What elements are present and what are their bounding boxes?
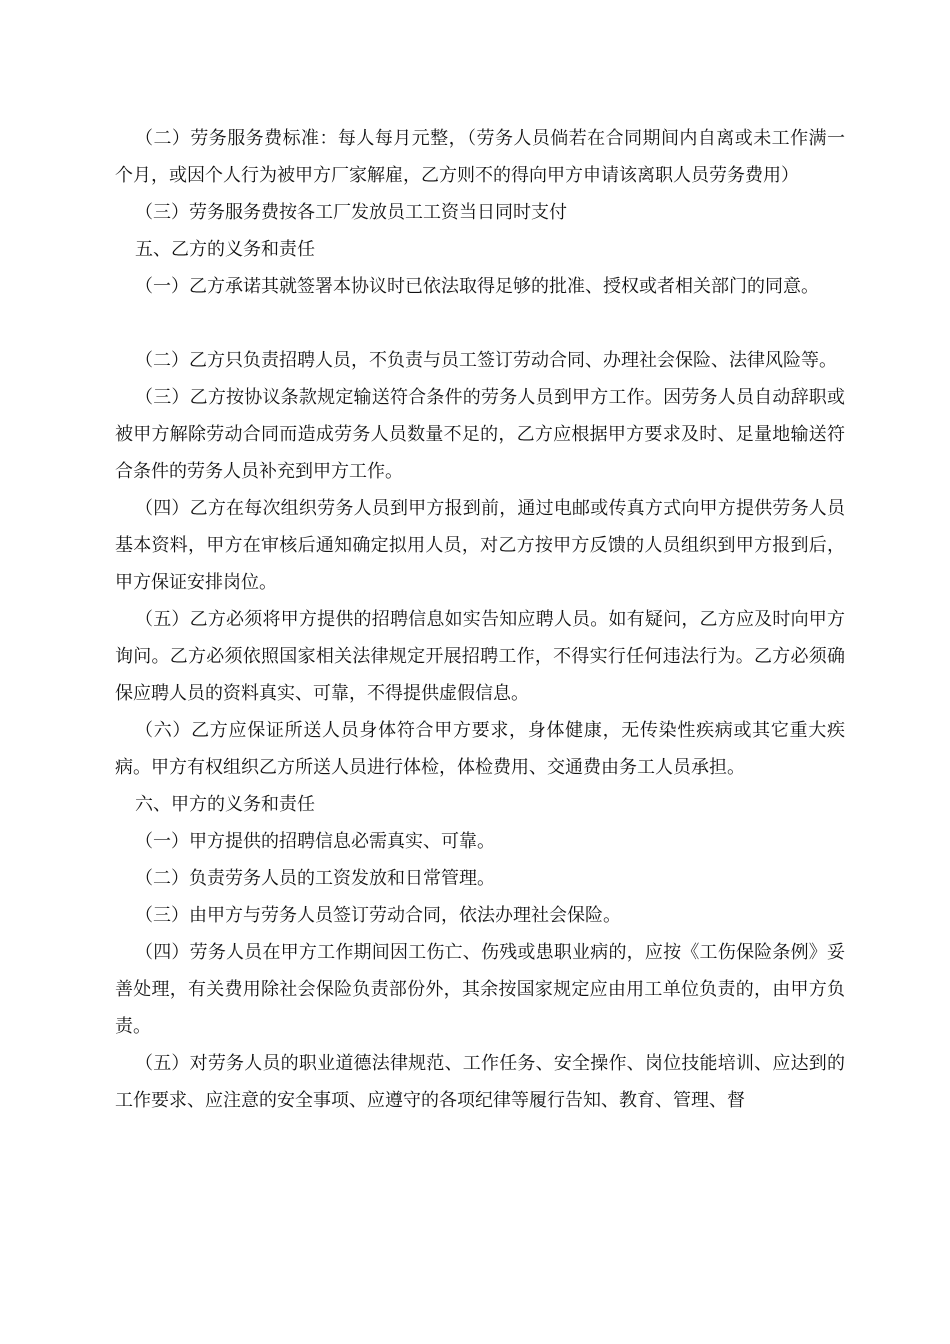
paragraph-fee-standard: （二）劳务服务费标准：每人每月元整，（劳务人员倘若在合同期间内自离或未工作满一个月，或因个人行为被甲方厂家解雇，乙方则不的得向甲方申请该离职人员劳务费用） — [115, 128, 845, 186]
paragraph-party-a-2: （二）负责劳务人员的工资发放和日常管理。 — [135, 868, 495, 889]
paragraph-party-b-3: （三）乙方按协议条款规定输送符合条件的劳务人员到甲方工作。因劳务人员自动辞职或被甲方解除劳动合同而造成劳务人员数量不足的，乙方应根据甲方要求及时、足量地输送符合条件的劳务人员补充到甲方工作。 — [115, 387, 845, 482]
paragraph-party-b-4: （四）乙方在每次组织劳务人员到甲方报到前，通过电邮或传真方式向甲方提供劳务人员基本资料，甲方在审核后通知确定拟用人员，对乙方按甲方反馈的人员组织到甲方报到后，甲方保证安排岗位。 — [115, 498, 845, 593]
paragraph-party-b-2: （二）乙方只负责招聘人员，不负责与员工签订劳动合同、办理社会保险、法律风险等。 — [135, 350, 837, 371]
paragraph-party-b-1: （一）乙方承诺其就签署本协议时已依法取得足够的批准、授权或者相关部门的同意。 — [135, 276, 819, 297]
paragraph-party-a-3: （三）由甲方与劳务人员签订劳动合同，依法办理社会保险。 — [135, 905, 621, 926]
paragraph-party-b-5: （五）乙方必须将甲方提供的招聘信息如实告知应聘人员。如有疑问，乙方应及时向甲方询问。乙方必须依照国家相关法律规定开展招聘工作，不得实行任何违法行为。乙方必须确保应聘人员的资料真实、可靠，不得提供虚假信息。 — [115, 609, 845, 704]
document-body — [115, 120, 845, 1119]
paragraph-party-b-6: （六）乙方应保证所送人员身体符合甲方要求，身体健康，无传染性疾病或其它重大疾病。甲方有权组织乙方所送人员进行体检，体检费用、交通费由务工人员承担。 — [115, 720, 845, 778]
section-heading-party-a-obligations: 六、甲方的义务和责任 — [135, 794, 315, 815]
paragraph-fee-payment: （三）劳务服务费按各工厂发放员工工资当日同时支付 — [135, 202, 567, 223]
paragraph-party-a-1: （一）甲方提供的招聘信息必需真实、可靠。 — [135, 831, 495, 852]
blank-line — [115, 305, 845, 342]
section-heading-party-b-obligations: 五、乙方的义务和责任 — [135, 239, 315, 260]
paragraph-party-a-5: （五）对劳务人员的职业道德法律规范、工作任务、安全操作、岗位技能培训、应达到的工作要求、应注意的安全事项、应遵守的各项纪律等履行告知、教育、管理、督 — [115, 1053, 845, 1111]
paragraph-party-a-4: （四）劳务人员在甲方工作期间因工伤亡、伤残或患职业病的，应按《工伤保险条例》妥善处理，有关费用除社会保险负责部份外，其余按国家规定应由用工单位负责的，由甲方负责。 — [115, 942, 845, 1037]
